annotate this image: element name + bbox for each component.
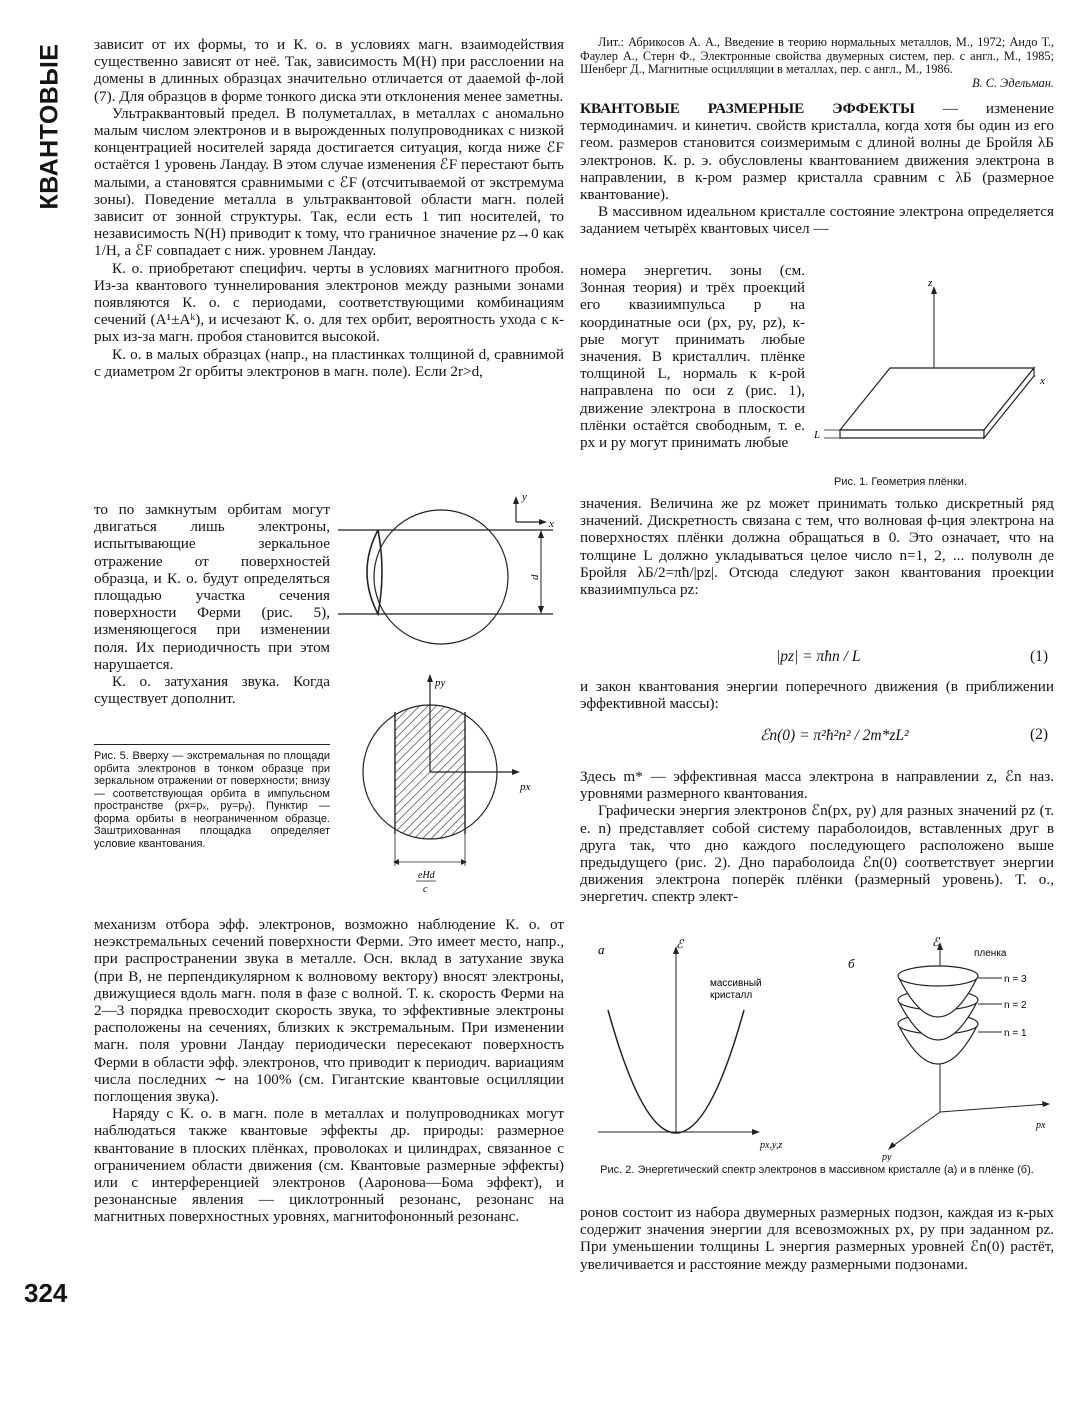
right-text-eq2-intro — [580, 678, 1054, 712]
article-title: КВАНТОВЫЕ РАЗМЕРНЫЕ ЭФФЕКТЫ — [580, 100, 915, 117]
paragraph: значения. Величина же pz может принимать только дискретный ряд значений. Дискретность связана с тем, что волновая ф-ция электрона на поверхностях плёнки должна обращаться в 0. Это означает, что на толщине L должно укладываться целое число n=1, 2, ... полуволн де Бройля λБ/2=πħ/|pz|. Отсюда следуют закон квантования проекции квазиимпульса pz: — [580, 495, 1054, 599]
article-intro-text: — изменение термодинамич. и кинетич. свойств кристалла, когда хотя бы один из его геом. размеров становится соизмеримым с длиной волны де Бройля λБ электронов. К. р. э. обусловлены квантованием движения электрона в направлении, в к-ром размер кристалла сравним с λБ (размерное квантование). — [580, 100, 1054, 204]
fig5-label-d: d — [529, 574, 541, 580]
fig2-label-n3: n = 3 — [1004, 974, 1027, 985]
fig2-label-crystal: кристалл — [710, 990, 753, 1001]
literature — [580, 36, 1054, 90]
fig2-label-b: б — [848, 956, 855, 971]
fig2-label-massive: массивный — [710, 978, 762, 989]
paragraph: Наряду с К. о. в магн. поле в металлах и полупроводниках могут наблюдаться также квантовые эффекты др. природы: размерное квантование в плоских плёнках, проволоках и цилиндрах, связанное с ограничением области движения (см. Квантовые размерные эффекты) или с интерференцией электронов (Ааронова—Бома эффект), и резонансные явления — циклотронный резонанс, резонанс на магнитных поверхностных уровнях, магнитофононный резонанс. — [94, 1105, 564, 1226]
paragraph: ронов состоит из набора двумерных размерных подзон, каждая из к-рых содержит значения энергии для всевозможных px, py при заданном pz. При уменьшении толщины L энергия размерных уровней ℰn(0) растёт, увеличивается и расстояние между размерными подзонами. — [580, 1204, 1054, 1273]
equation-2: ℰn(0) = π²ħ²n² / 2m*zL² — [760, 727, 909, 744]
left-narrow-text — [94, 501, 330, 707]
fig1-label-z: z — [928, 277, 933, 289]
fig1-caption: Рис. 1. Геометрия плёнки. — [834, 476, 967, 488]
figure-5 — [338, 490, 564, 900]
fig2-label-E-a: ℰ — [676, 937, 684, 951]
fig2-label-E-b: ℰ — [932, 935, 940, 949]
fig5-label-c: c — [423, 884, 428, 895]
fig2-label-film: пленка — [974, 948, 1007, 959]
left-column-bottom — [94, 916, 564, 1226]
paragraph: Графически энергия электронов ℰn(px, py) для разных значений pz (т. е. n) представляет собой систему параболоидов, вставленных друг в друга так, что дно каждого последующего расположено выше предыдущего (рис. 2). Дно параболоида ℰn(0) соответствует энергии движения электрона поперёк плёнки (размерный уровень). Т. о., энергетич. спектр элект- — [580, 802, 1054, 906]
equation-2-number: (2) — [1030, 726, 1049, 743]
fig2-label-n2: n = 2 — [1004, 1000, 1027, 1011]
right-text-lower — [580, 768, 1054, 906]
fig2-label-a: а — [598, 942, 605, 957]
paragraph: Здесь m* — эффективная масса электрона в направлении z, ℰn наз. уровнями размерного квантования. — [580, 768, 1054, 803]
running-head — [28, 34, 72, 219]
article-intro — [580, 100, 1054, 238]
fig5-caption: Рис. 5. Вверху — экстремальная по площади орбита электронов в тонком образце при зеркальном отражении от поверхности; внизу — соответствующая орбита в импульсном пространстве (px=pₓ, py=pᵧ). Пунктир — форма орбиты в неограниченном образце. Заштрихованная площадка определяет условие квантования. — [94, 750, 330, 850]
right-narrow-text — [580, 262, 805, 451]
paragraph: то по замкнутым орбитам могут двигаться лишь электроны, испытывающие зеркальное отражение от поверхностей образца, и К. о. будут определяться площадью участка сечения поверхности Ферми (рис. 5), изменяющегося при изменении поля. Их периодичность при этом нарушается. — [94, 501, 330, 673]
right-text-bottom — [580, 1204, 1054, 1273]
equation-1-number: (1) — [1030, 648, 1049, 665]
paragraph: номера энергетич. зоны (см. Зонная теория) и трёх проекций его квазиимпульса p на координатные оси (px, py, pz), к-рые могут принимать любые значения. В кристаллич. плёнке толщиной L, нормаль к к-рой направлена по оси z (рис. 1), движение электрона в плоскости плёнки остаётся свободным, т. е. px и py могут принимать любые — [580, 262, 805, 452]
fig2-caption: Рис. 2. Энергетический спектр электронов в массивном кристалле (а) и в плёнке (б). — [600, 1164, 1034, 1176]
paragraph: К. о. затухания звука. Когда существует дополнит. — [94, 673, 330, 708]
fig2-label-pxyz: px,y,z — [760, 1140, 783, 1151]
page-number: 324 — [24, 1278, 68, 1308]
left-column-top — [94, 36, 564, 380]
fig1-label-L: L — [814, 429, 821, 441]
figure-2 — [580, 934, 1060, 1162]
paragraph: В массивном идеальном кристалле состояние электрона определяется заданием четырёх квантовых чисел — — [580, 203, 1054, 238]
fig5-label-x: x — [549, 518, 554, 530]
paragraph: К. о. в малых образцах (напр., на пластинках толщиной d, сравнимой с диаметром 2r орбиты электронов в магн. поле). Если 2r>d, — [94, 345, 564, 380]
fig2-label-px: px — [1036, 1120, 1046, 1131]
literature-text: Лит.: Абрикосов А. А., Введение в теорию нормальных металлов, М., 1972; Андо Т., Фаулер А., Стерн Ф., Электронные свойства двумерных систем, пер. с англ., М., 1985; Шенберг Д., Магнитные осцилляции в металлах, пер. с англ., М., 1986. — [580, 35, 1054, 77]
equation-1: |pz| = πħn / L — [776, 648, 861, 665]
fig5-label-px: px — [520, 781, 531, 793]
fig5-label-py: py — [435, 677, 446, 689]
fig1-label-x: x — [1040, 375, 1045, 387]
fig5-label-ehd: eHd — [418, 870, 435, 881]
paragraph: К. о. приобретают специфич. черты в условиях магнитного пробоя. Из-за квантового туннелирования электронов между разными зонами появляются К. о. с периодами, соответствующими комбинациям сечений (A¹±Aᵏ), и исчезают К. о. для тех орбит, вероятность ухода с к-рых из-за магн. пробоя становится высокой. — [94, 259, 564, 346]
fig2-label-py: py — [882, 1152, 892, 1162]
running-head-text: КВАНТОВЫЕ — [35, 43, 64, 210]
figure-1 — [812, 272, 1060, 472]
paragraph: Ультраквантовый предел. В полуметаллах, в металлах с аномально малым числом электронов и в вырожденных полупроводниках с низкой концентрацией носителей заряда достигается ситуация, когда ниже ℰF остаётся 1 уровень Ландау. В этом случае изменения ℰF перестают быть малыми, а становятся сравнимыми с ℰF (отсчитываемой от экстремума зоны). Поведение металла в ультраквантовой области магн. полей зависит от зонной структуры. Так, если есть 1 тип носителей, то независимость N(H) приводит к тому, что граничное значение pz→0 как 1/H, а ℰF совпадает с ниж. уровнем Ландау. — [94, 104, 564, 260]
fig5-label-y: y — [522, 491, 527, 503]
literature-author: В. С. Эдельман. — [972, 75, 1054, 90]
paragraph: механизм отбора эфф. электронов, возможно наблюдение К. о. от неэкстремальных сечений поверхности Ферми. Это имеет место, напр., при распространении звука в металле. Осн. вклад в затухание звука (при B, не перпендикулярном к волновому вектору) вносят электроны, движущиеся вдоль магн. поля в фазе с волной. Т. к. скорость Ферми на 2—3 порядка превосходит скорость звука, то эффективные электроны расположены на сечениях, близких к экстремальным. При изменении магн. поля уровни Ландау периодически пересекают поверхность Ферми в области эфф. электронов, что приводит к периодич. вариациям числа последних ∼ на 100% (см. Гигантские квантовые осцилляции поглощения звука). — [94, 916, 564, 1106]
paragraph: зависит от их формы, то и К. о. в условиях магн. взаимодействия существенно зависят от неё. Так, зависимость M(H) при расслоении на домены в длинных образцах значительно отличается от дааемой ф-лой (7). Для образцов в форме тонкого диска эти отклонения менее заметны. — [94, 36, 564, 105]
right-text-middle — [580, 495, 1054, 598]
fig2-label-n1: n = 1 — [1004, 1028, 1027, 1039]
caption-rule — [94, 744, 330, 745]
paragraph: и закон квантования энергии поперечного движения (в приближении эффективной массы): — [580, 678, 1054, 713]
